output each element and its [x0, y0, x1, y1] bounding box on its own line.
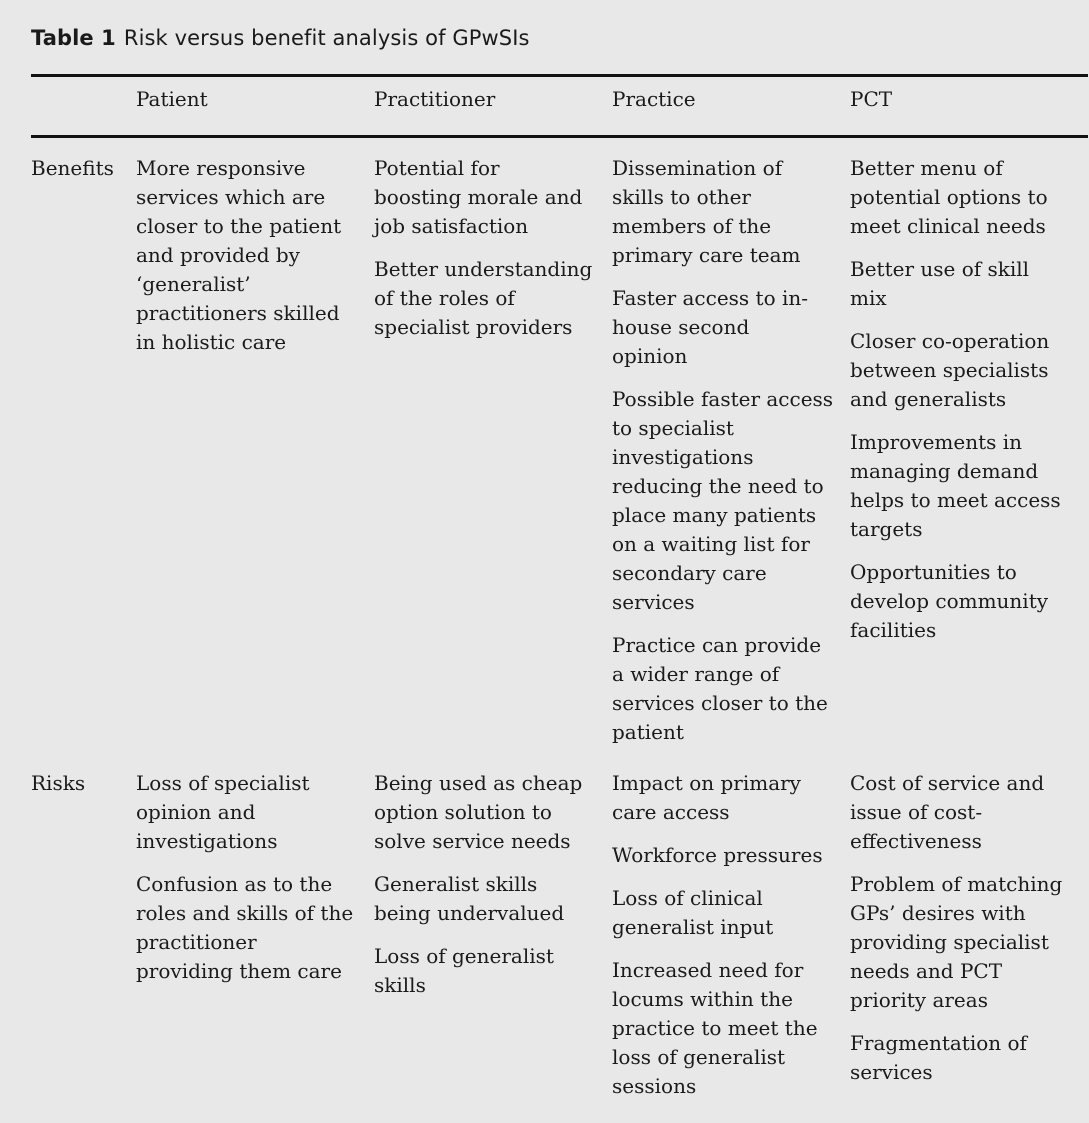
- cell-text-line: Loss of generalist: [374, 944, 554, 968]
- cell-text-line: services closer to the: [612, 691, 828, 715]
- cell-text-line: ‘generalist’: [136, 272, 251, 296]
- cell-text-line: Dissemination of: [612, 156, 783, 180]
- cell-text-line: and generalists: [850, 387, 1007, 411]
- cell-text-line: potential options to: [850, 185, 1048, 209]
- cell-text-line: reducing the need to: [612, 474, 824, 498]
- cell-text-line: option solution to: [374, 800, 552, 824]
- table-caption: [31, 26, 530, 50]
- cell-text-line: specialist providers: [374, 315, 573, 339]
- cell-item: [374, 255, 592, 342]
- cell-text-line: opinion and: [136, 800, 256, 824]
- cell-text-line: investigations: [136, 829, 278, 853]
- cell-text-line: on a waiting list for: [612, 532, 810, 556]
- cell-text-line: Confusion as to the: [136, 872, 333, 896]
- cell-text-line: Better understanding: [374, 257, 593, 281]
- cell-text-line: skills: [374, 973, 426, 997]
- cell-item: [850, 255, 1061, 313]
- cell-text-line: Being used as cheap: [374, 771, 583, 795]
- cell-item: [850, 428, 1061, 544]
- cell-text-line: Closer co-operation: [850, 329, 1050, 353]
- cell-text-line: facilities: [850, 618, 937, 642]
- cell-item: [612, 154, 833, 270]
- cell-item: [136, 870, 353, 986]
- cell-text-line: services: [612, 590, 695, 614]
- cell-text-line: issue of cost-: [850, 800, 983, 824]
- cell-text-line: patient: [612, 720, 684, 744]
- cell-item: [850, 870, 1062, 1015]
- cell-text-line: place many patients: [612, 503, 817, 527]
- table-cell: [374, 769, 582, 1000]
- cell-text-line: providing them care: [136, 959, 342, 983]
- cell-text-line: services: [850, 1060, 933, 1084]
- cell-item: [612, 284, 833, 371]
- row-label-risks: Risks: [31, 771, 86, 795]
- table-title: Risk versus benefit analysis of GPwSIs: [123, 26, 530, 50]
- cell-text-line: providing specialist: [850, 930, 1049, 954]
- cell-text-line: Impact on primary: [612, 771, 801, 795]
- cell-text-line: Faster access to in-: [612, 286, 809, 310]
- table-cell: [612, 154, 833, 747]
- cell-text-line: care access: [612, 800, 730, 824]
- cell-item: [374, 769, 582, 856]
- cell-text-line: practitioners skilled: [136, 301, 340, 325]
- cell-item: [850, 154, 1061, 241]
- cell-text-line: between specialists: [850, 358, 1049, 382]
- cell-text-line: Loss of specialist: [136, 771, 310, 795]
- cell-text-line: mix: [850, 286, 887, 310]
- cell-text-line: primary care team: [612, 243, 801, 267]
- cell-item: [850, 769, 1062, 856]
- top-rule: [31, 74, 1088, 77]
- cell-text-line: boosting morale and: [374, 185, 583, 209]
- cell-item: [136, 154, 341, 357]
- cell-item: [374, 154, 592, 241]
- cell-text-line: Workforce pressures: [612, 843, 823, 867]
- cell-text-line: Increased need for: [612, 958, 804, 982]
- table-cell: [136, 154, 341, 357]
- cell-text-line: Possible faster access: [612, 387, 834, 411]
- cell-item: [850, 327, 1061, 414]
- cell-text-line: Generalist skills: [374, 872, 538, 896]
- cell-item: [612, 956, 823, 1101]
- cell-text-line: managing demand: [850, 459, 1039, 483]
- cell-text-line: Practice can provide: [612, 633, 822, 657]
- column-header-practitioner: Practitioner: [374, 87, 496, 111]
- column-header-practice: Practice: [612, 87, 696, 111]
- cell-item: [612, 769, 823, 827]
- cell-text-line: of the roles of: [374, 286, 515, 310]
- cell-text-line: being undervalued: [374, 901, 565, 925]
- cell-text-line: needs and PCT: [850, 959, 1003, 983]
- cell-text-line: generalist input: [612, 915, 774, 939]
- cell-item: [850, 558, 1061, 645]
- cell-text-line: to specialist: [612, 416, 734, 440]
- table-number: Table 1: [31, 26, 116, 50]
- cell-text-line: GPs’ desires with: [850, 901, 1026, 925]
- table-cell: [850, 769, 1062, 1087]
- cell-text-line: Potential for: [374, 156, 500, 180]
- column-header-patient: Patient: [136, 87, 208, 111]
- cell-item: [612, 385, 833, 617]
- cell-text-line: loss of generalist: [612, 1045, 786, 1069]
- cell-text-line: sessions: [612, 1074, 697, 1098]
- cell-text-line: locums within the: [612, 987, 793, 1011]
- table-cell: [612, 769, 823, 1101]
- row-label-benefits: Benefits: [31, 156, 114, 180]
- cell-text-line: investigations: [612, 445, 754, 469]
- cell-text-line: closer to the patient: [136, 214, 342, 238]
- header-rule: [31, 135, 1088, 138]
- cell-text-line: Opportunities to: [850, 560, 1017, 584]
- cell-text-line: develop community: [850, 589, 1049, 613]
- table-cell: [850, 154, 1061, 645]
- cell-text-line: services which are: [136, 185, 326, 209]
- cell-text-line: Loss of clinical: [612, 886, 763, 910]
- cell-text-line: solve service needs: [374, 829, 571, 853]
- column-header-pct: PCT: [850, 87, 893, 111]
- cell-item: [612, 841, 823, 870]
- cell-item: [374, 942, 582, 1000]
- cell-text-line: a wider range of: [612, 662, 780, 686]
- cell-text-line: Better use of skill: [850, 257, 1030, 281]
- cell-item: [374, 870, 582, 928]
- cell-text-line: priority areas: [850, 988, 988, 1012]
- cell-text-line: opinion: [612, 344, 688, 368]
- cell-item: [136, 769, 353, 856]
- cell-text-line: effectiveness: [850, 829, 982, 853]
- cell-text-line: members of the: [612, 214, 772, 238]
- cell-text-line: roles and skills of the: [136, 901, 354, 925]
- cell-text-line: practitioner: [136, 930, 257, 954]
- cell-text-line: practice to meet the: [612, 1016, 818, 1040]
- table-cell: [374, 154, 592, 342]
- cell-text-line: targets: [850, 517, 923, 541]
- cell-text-line: Improvements in: [850, 430, 1023, 454]
- cell-item: [612, 631, 833, 747]
- cell-text-line: skills to other: [612, 185, 751, 209]
- cell-text-line: Fragmentation of: [850, 1031, 1027, 1055]
- cell-text-line: Problem of matching: [850, 872, 1063, 896]
- cell-text-line: house second: [612, 315, 750, 339]
- cell-item: [850, 1029, 1062, 1087]
- cell-text-line: in holistic care: [136, 330, 287, 354]
- table-cell: [136, 769, 353, 986]
- cell-text-line: secondary care: [612, 561, 767, 585]
- cell-text-line: Better menu of: [850, 156, 1003, 180]
- cell-text-line: meet clinical needs: [850, 214, 1046, 238]
- cell-text-line: helps to meet access: [850, 488, 1061, 512]
- cell-item: [612, 884, 823, 942]
- cell-text-line: Cost of service and: [850, 771, 1045, 795]
- cell-text-line: More responsive: [136, 156, 306, 180]
- cell-text-line: job satisfaction: [374, 214, 529, 238]
- cell-text-line: and provided by: [136, 243, 300, 267]
